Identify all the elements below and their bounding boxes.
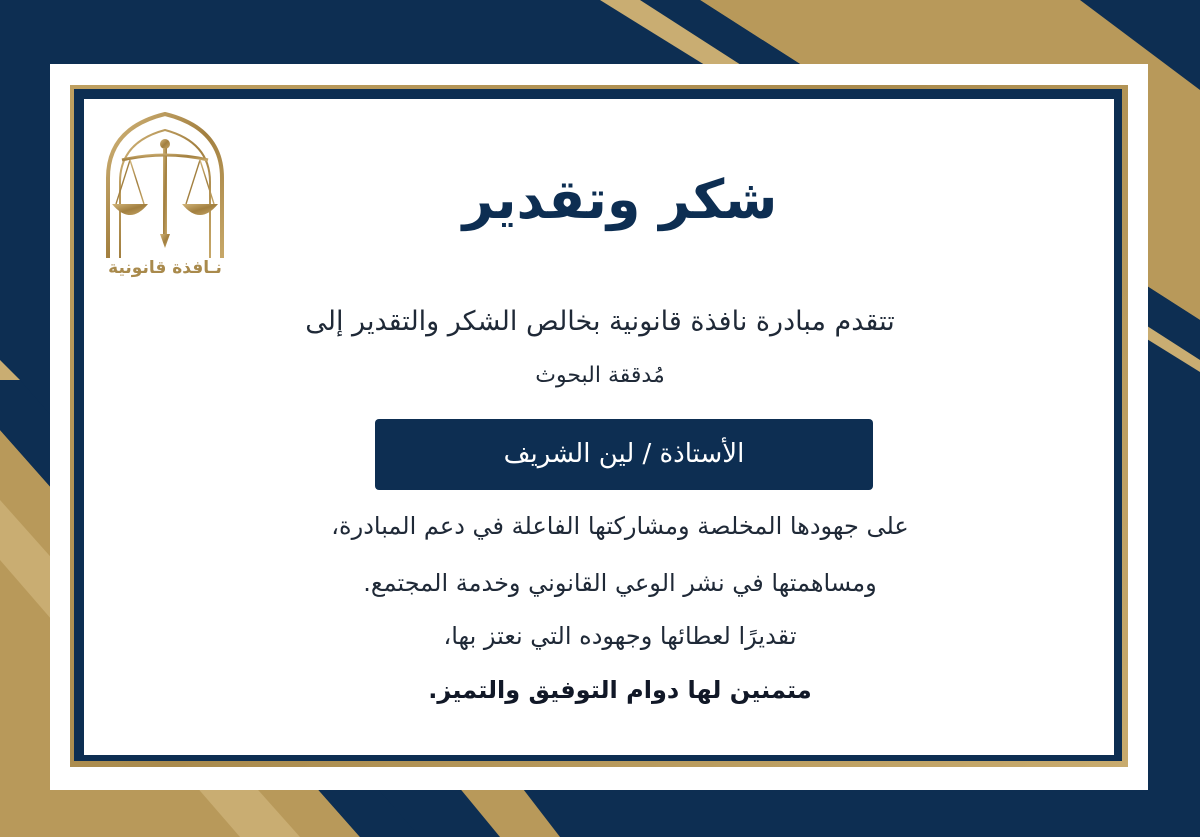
- closing-line: متمنين لها دوام التوفيق والتميز.: [428, 676, 812, 704]
- recipient-role: مُدققة البحوث: [535, 363, 665, 388]
- body-line: ومساهمتها في نشر الوعي القانوني وخدمة المجتمع.: [363, 569, 877, 597]
- certificate-title: شكر وتقدير: [462, 168, 778, 231]
- body-line: تقديرًا لعطائها وجهوده التي نعتز بها،: [443, 622, 797, 650]
- intro-text: تتقدم مبادرة نافذة قانونية بخالص الشكر والتقدير إلى: [305, 306, 895, 337]
- recipient-name: الأستاذة / لين الشريف: [503, 439, 745, 469]
- logo-text: نـافذة قانونية: [108, 258, 222, 278]
- body-line: على جهودها المخلصة ومشاركتها الفاعلة في دعم المبادرة،: [331, 512, 909, 540]
- recipient-name-banner: [375, 419, 873, 490]
